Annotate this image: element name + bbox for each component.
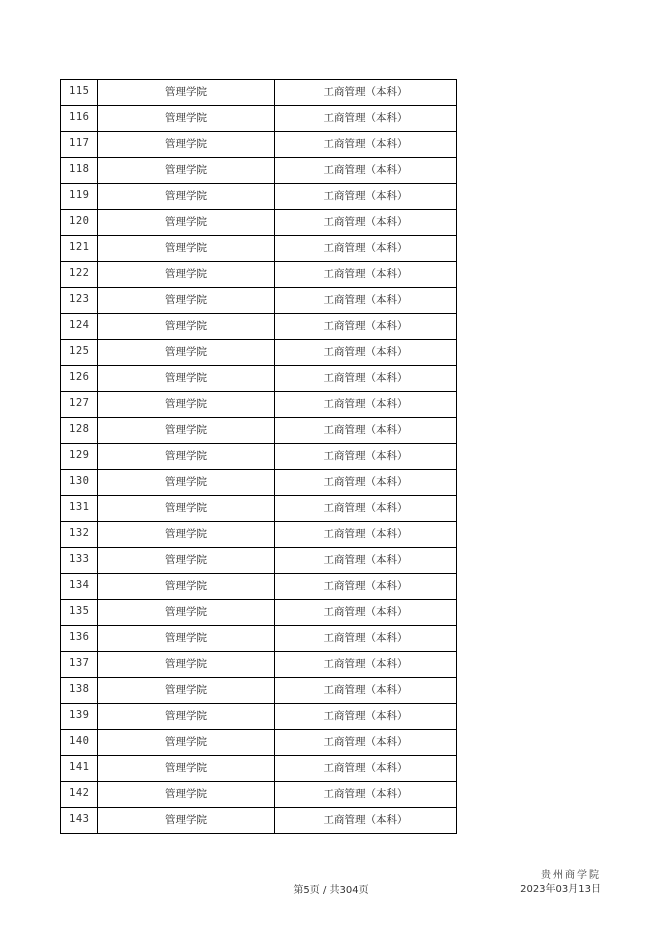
row-number-cell: 132 (61, 522, 98, 548)
major-cell: 工商管理（本科） (275, 366, 457, 392)
row-number-cell: 120 (61, 210, 98, 236)
row-number-cell: 116 (61, 106, 98, 132)
major-cell: 工商管理（本科） (275, 496, 457, 522)
department-cell: 管理学院 (98, 548, 275, 574)
major-cell: 工商管理（本科） (275, 522, 457, 548)
department-cell: 管理学院 (98, 574, 275, 600)
department-cell: 管理学院 (98, 782, 275, 808)
table-row (61, 652, 457, 678)
table-row (61, 80, 457, 106)
department-cell: 管理学院 (98, 340, 275, 366)
major-cell: 工商管理（本科） (275, 652, 457, 678)
row-number-cell: 119 (61, 184, 98, 210)
department-cell: 管理学院 (98, 730, 275, 756)
department-cell: 管理学院 (98, 262, 275, 288)
table-row (61, 392, 457, 418)
department-cell: 管理学院 (98, 600, 275, 626)
row-number-cell: 139 (61, 704, 98, 730)
department-cell: 管理学院 (98, 80, 275, 106)
major-cell: 工商管理（本科） (275, 574, 457, 600)
major-cell: 工商管理（本科） (275, 418, 457, 444)
table-row (61, 262, 457, 288)
major-cell: 工商管理（本科） (275, 236, 457, 262)
row-number-cell: 126 (61, 366, 98, 392)
row-number-cell: 134 (61, 574, 98, 600)
department-cell: 管理学院 (98, 678, 275, 704)
table-row (61, 418, 457, 444)
department-cell: 管理学院 (98, 392, 275, 418)
row-number-cell: 125 (61, 340, 98, 366)
table-row (61, 782, 457, 808)
major-cell: 工商管理（本科） (275, 392, 457, 418)
table-row (61, 470, 457, 496)
major-cell: 工商管理（本科） (275, 626, 457, 652)
row-number-cell: 140 (61, 730, 98, 756)
row-number-cell: 129 (61, 444, 98, 470)
table-row (61, 756, 457, 782)
major-cell: 工商管理（本科） (275, 704, 457, 730)
major-cell: 工商管理（本科） (275, 132, 457, 158)
row-number-cell: 118 (61, 158, 98, 184)
table-row (61, 132, 457, 158)
department-cell: 管理学院 (98, 756, 275, 782)
footer-right-block (520, 869, 601, 897)
table-row (61, 626, 457, 652)
major-cell: 工商管理（本科） (275, 730, 457, 756)
row-number-cell: 136 (61, 626, 98, 652)
major-cell: 工商管理（本科） (275, 782, 457, 808)
row-number-cell: 115 (61, 80, 98, 106)
table-row (61, 236, 457, 262)
major-cell: 工商管理（本科） (275, 340, 457, 366)
department-cell: 管理学院 (98, 184, 275, 210)
row-number-cell: 142 (61, 782, 98, 808)
department-cell: 管理学院 (98, 366, 275, 392)
row-number-cell: 141 (61, 756, 98, 782)
table-row (61, 600, 457, 626)
row-number-cell: 122 (61, 262, 98, 288)
row-number-cell: 138 (61, 678, 98, 704)
major-cell: 工商管理（本科） (275, 444, 457, 470)
table-row (61, 210, 457, 236)
row-number-cell: 137 (61, 652, 98, 678)
major-cell: 工商管理（本科） (275, 158, 457, 184)
table-row (61, 106, 457, 132)
table-row (61, 496, 457, 522)
department-cell: 管理学院 (98, 626, 275, 652)
row-number-cell: 135 (61, 600, 98, 626)
department-cell: 管理学院 (98, 444, 275, 470)
table-row (61, 574, 457, 600)
row-number-cell: 127 (61, 392, 98, 418)
row-number-cell: 121 (61, 236, 98, 262)
department-cell: 管理学院 (98, 496, 275, 522)
department-cell: 管理学院 (98, 522, 275, 548)
department-cell: 管理学院 (98, 106, 275, 132)
department-cell: 管理学院 (98, 314, 275, 340)
major-cell: 工商管理（本科） (323, 814, 408, 826)
major-cell: 工商管理（本科） (275, 80, 457, 106)
row-number-cell: 123 (61, 288, 98, 314)
print-date: 2023年03月13日 (520, 884, 601, 895)
department-cell: 管理学院 (98, 418, 275, 444)
department-cell: 管理学院 (98, 158, 275, 184)
table-row (61, 314, 457, 340)
department-cell: 管理学院 (98, 652, 275, 678)
row-number-cell: 131 (61, 496, 98, 522)
table-row (61, 704, 457, 730)
major-cell: 工商管理（本科） (275, 288, 457, 314)
department-cell: 管理学院 (98, 288, 275, 314)
major-cell: 工商管理（本科） (275, 262, 457, 288)
row-number-cell: 143 (61, 808, 98, 834)
table-row (61, 158, 457, 184)
row-number-cell: 130 (61, 470, 98, 496)
department-cell: 管理学院 (98, 236, 275, 262)
table-row (61, 730, 457, 756)
table-row (61, 444, 457, 470)
department-cell: 管理学院 (98, 808, 275, 834)
table-row (61, 366, 457, 392)
row-number-cell: 117 (61, 132, 98, 158)
row-number-cell: 133 (61, 548, 98, 574)
table-row (61, 522, 457, 548)
department-cell: 管理学院 (98, 132, 275, 158)
table-row (61, 340, 457, 366)
major-cell: 工商管理（本科） (275, 184, 457, 210)
table-row (61, 548, 457, 574)
major-cell: 工商管理（本科） (275, 548, 457, 574)
major-cell: 工商管理（本科） (275, 210, 457, 236)
page-number: 第5页 / 共304页 (293, 885, 369, 896)
row-number-cell: 124 (61, 314, 98, 340)
department-cell: 管理学院 (98, 704, 275, 730)
major-cell: 工商管理（本科） (275, 678, 457, 704)
data-table (60, 79, 457, 834)
organization-name: 贵州商学院 (541, 870, 601, 881)
table-row (61, 678, 457, 704)
table-row (61, 184, 457, 210)
row-number-cell: 128 (61, 418, 98, 444)
department-cell: 管理学院 (98, 210, 275, 236)
major-cell: 工商管理（本科） (275, 314, 457, 340)
major-cell: 工商管理（本科） (275, 756, 457, 782)
department-cell: 管理学院 (98, 470, 275, 496)
major-cell: 工商管理（本科） (275, 600, 457, 626)
table-row (61, 288, 457, 314)
table-body (61, 80, 457, 834)
table-row (61, 808, 457, 834)
major-cell: 工商管理（本科） (275, 470, 457, 496)
major-cell: 工商管理（本科） (275, 106, 457, 132)
